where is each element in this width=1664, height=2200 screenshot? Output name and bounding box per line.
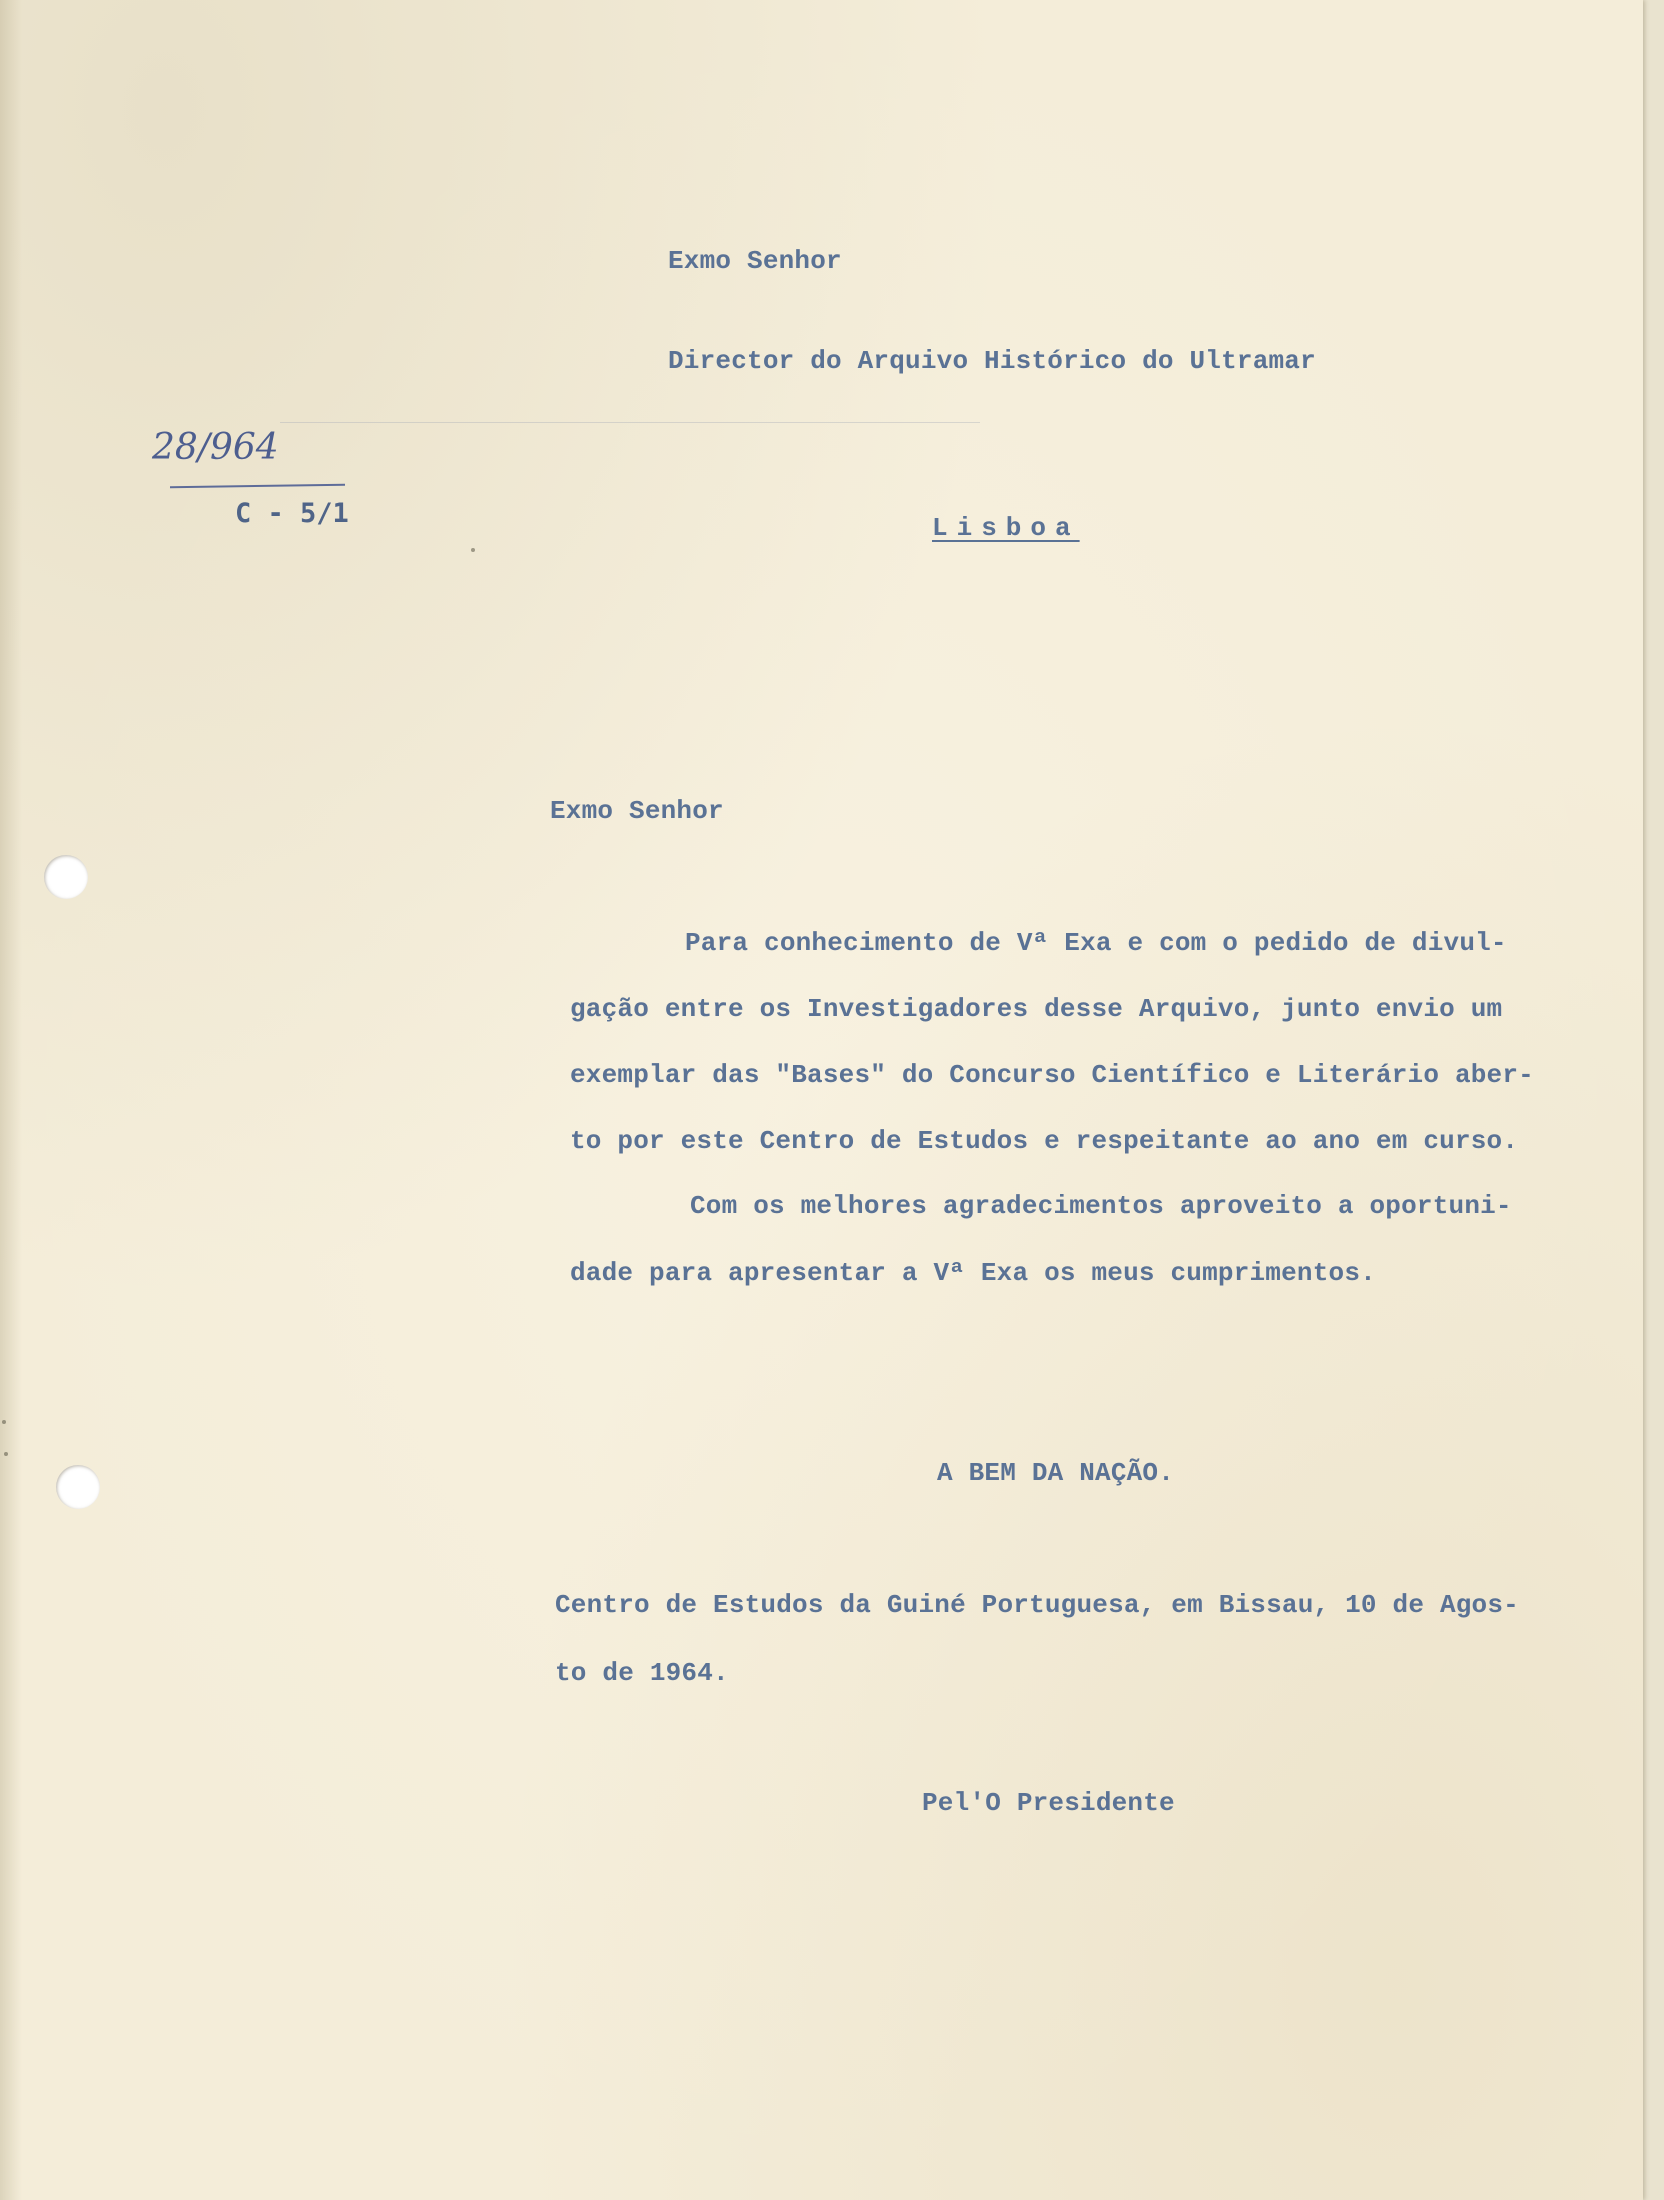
body-line: gação entre os Investigadores desse Arquivo, junto envio um <box>570 994 1503 1024</box>
body-line: dade para apresentar a Vª Exa os meus cumprimentos. <box>570 1258 1376 1288</box>
body-line: to por este Centro de Estudos e respeitante ao ano em curso. <box>570 1126 1519 1156</box>
body-line: Com os melhores agradecimentos aproveito a oportuni- <box>690 1191 1512 1221</box>
address-recipient: Director do Arquivo Histórico do Ultramar <box>668 346 1316 376</box>
paper-speck <box>471 548 475 552</box>
paper-speck <box>2 1420 6 1424</box>
handwritten-underline <box>170 484 345 488</box>
punch-hole <box>44 855 88 899</box>
letter-greeting: Exmo Senhor <box>550 796 724 826</box>
address-city: Lisboa <box>932 513 1080 543</box>
faint-fold-line <box>280 422 980 423</box>
place-date-line: Centro de Estudos da Guiné Portuguesa, em Bissau, 10 de Agos- <box>555 1590 1519 1620</box>
reference-code: C - 5/1 <box>235 498 349 529</box>
page-edge-shadow <box>0 0 22 2200</box>
address-salutation: Exmo Senhor <box>668 246 842 276</box>
signature-line: Pel'O Presidente <box>922 1788 1175 1818</box>
handwritten-reference: 28/964 <box>152 427 279 468</box>
place-date-line: to de 1964. <box>555 1658 729 1688</box>
motto: A BEM DA NAÇÃO. <box>937 1458 1175 1488</box>
body-line: Para conhecimento de Vª Exa e com o pedido de divul- <box>685 928 1507 958</box>
paper-speck <box>4 1452 8 1456</box>
body-line: exemplar das "Bases" do Concurso Científico e Literário aber- <box>570 1060 1534 1090</box>
punch-hole <box>56 1465 100 1509</box>
